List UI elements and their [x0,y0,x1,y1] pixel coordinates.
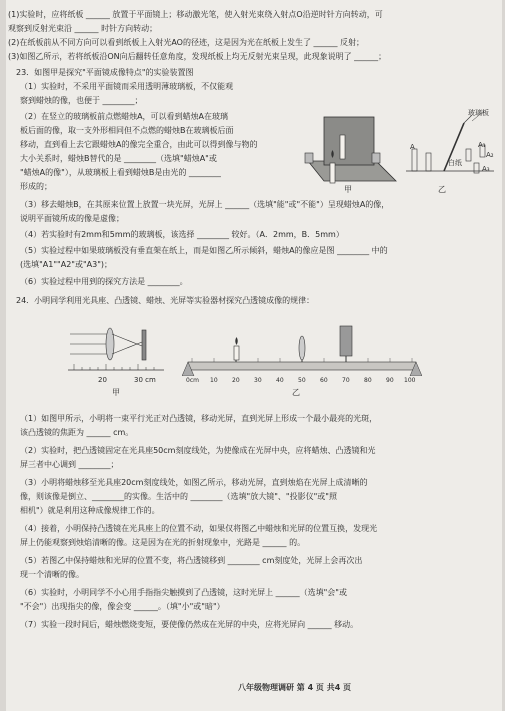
text-line: （1）如图甲所示，小明将一束平行光正对凸透镜，移动光屏，直到光屏上形成一个最小最亮的光斑， [20,414,378,423]
ruler-tick: 60 [320,377,328,384]
question-23-title: 23．如图甲是探究"平面镜成像特点"的实验装置图 [16,68,194,77]
text-line: 相机"）就是利用这种成像规律工作的。 [20,506,160,515]
figure-23-yi [402,105,498,197]
text-line: （7）实验一段时间后，蜡烛燃烧变短，要使像仍然成在光屏的中央，应将光屏向 ______ 移动。 [20,620,359,629]
figure-label: 甲 [344,185,352,194]
text-line: 形成的； [20,182,52,191]
ruler-tick: 20 [232,377,240,384]
ruler-tick: 90 [386,377,394,384]
text-line: （2）实验时，把凸透镜固定在光具座50cm刻度线处，为使像成在光屏中央，应将蜡烛、凸透镜和光 [20,446,376,455]
candle-b [340,135,345,159]
text-line: "蜡烛A的像"），从玻璃板上看到蜡烛B是由光的 ________ [20,168,221,177]
figure-label: 乙 [292,388,300,397]
exam-page [6,0,502,711]
text-line: （6）实验过程中用到的探究方法是 ________。 [20,277,188,286]
text-line: 屏上仍能观察到烛焰清晰的像。这是因为在光的折射现象中，光路是 ______ 的。 [20,538,306,547]
candle-a [330,163,335,183]
text-line: （6）实验时，小明同学不小心用手指指尖触摸到了凸透镜，这时光屏上 ______（选填"会"或 [20,588,347,597]
text-line: 察到蜡烛的像，也便于 ________； [20,96,143,105]
text-line: （1）实验时，不采用平面镜而采用透明薄玻璃板，不仅能观 [20,82,234,91]
optical-bench [188,362,416,370]
light-screen [340,326,352,356]
figure-23-jia [302,105,400,197]
a1-label: A₁ [478,141,486,149]
text-line: 屏三者中心调到 ________； [20,460,119,469]
text-line: （3）移去蜡烛B，在其原来位置上放置一块光屏，光屏上 ______（选填"能"或"不能"）呈现蜡烛A的像， [20,200,390,209]
text-line: 该凸透镜的焦距为 ______ cm。 [20,428,134,437]
ruler-tick: 40 [276,377,284,384]
text-line: (1)实验时，应将纸板 ______ 放置于平面镜上；移动激光笔，使入射光束绕入射点O沿逆时针方向转动，可 [8,10,383,19]
text-line: （4）若实验时有2mm和5mm的玻璃板，该选择 ________ 较好。（A．2mm，B．5mm） [20,230,344,239]
convex-lens [106,328,114,360]
text-line: 现一个清晰的像。 [20,570,84,579]
text-line: 移动，直到看上去它跟蜡烛A的像完全重合，由此可以得到像与物的 [20,140,258,149]
ruler-tick: 30 cm [134,376,156,384]
candle [234,346,239,360]
a2-label: A₂ [486,151,494,159]
text-line: （2）在竖立的玻璃板前点燃蜡烛A，可以看到蜡烛A在玻璃 [20,112,229,121]
ruler-tick: 20 [98,376,107,384]
page-footer: 八年级物理调研 第 4 页 共4 页 [238,683,352,692]
text-line: （5）若图乙中保持蜡烛和光屏的位置不变，将凸透镜移到 ________ cm刻度处，光屏上会再次出 [20,556,363,565]
white-paper-label: 白纸 [448,159,462,167]
glass-plate [324,117,374,165]
question-24-title: 24．小明同学利用光具座、凸透镜、蜡烛、光屏等实验器材探究凸透镜成像的规律： [16,296,315,305]
ruler-tick: 50 [298,377,306,384]
text-line: (3)如图乙所示，若将纸板沿ON向后翻转任意角度，发现纸板上均无反射光束呈现，此现象说明了 ______； [8,52,387,61]
text-line: (2)在纸板前从不同方向可以看到纸板上入射光AO的径迹，这是因为光在纸板上发生了 ______ 反射； [8,38,365,47]
glass-plate-label: 玻璃板 [468,109,489,117]
figure-24-jia [68,312,172,398]
screen [142,330,146,360]
text-line: （3）小明将蜡烛移至光具座20cm刻度线处，如图乙所示，移动光屏，直到烛焰在光屏上成清晰的 [20,478,368,487]
ruler-tick: 70 [342,377,350,384]
text-line: "不会"）出现指尖的像，像会变 ______。（填"小"或"暗"） [20,602,225,611]
figure-label: 甲 [112,388,120,397]
ruler-tick: 0cm [186,377,199,384]
text-line: 像，则该像是倒立、________的实像。生活中的 ________（选填"放大镜"、"投影仪"或"照 [20,492,337,501]
text-line: 板后面的像，取一支外形相同但不点燃的蜡烛B在玻璃板后面 [20,126,234,135]
text-line: （4）接着，小明保持凸透镜在光具座上的位置不动，如果仅将图乙中蜡烛和光屏的位置互换，发现光 [20,524,378,533]
ruler-tick: 30 [254,377,262,384]
text-line: 大小关系时，蜡烛B替代的是 ________（选填"蜡烛A"或 [20,154,217,163]
figure-label: 乙 [438,185,446,194]
figure-24-yi [182,318,422,400]
candle-a-label: A [410,143,415,151]
text-line: 观察到反射光束沿 ______ 时针方向转动； [8,24,158,33]
ruler-tick: 100 [404,377,416,384]
text-line: (选填"A1""A2"或"A3")； [20,260,113,269]
text-line: （5）实验过程中如果玻璃板没有垂直架在纸上，而是如图乙所示倾斜，蜡烛A的像应是图 ________ 中的 [20,246,388,255]
ruler-tick: 10 [210,377,218,384]
text-line: 说明平面镜所成的像是虚像； [20,214,124,223]
ruler-tick: 80 [364,377,372,384]
a3-label: A₃ [482,165,490,173]
convex-lens [299,336,305,360]
